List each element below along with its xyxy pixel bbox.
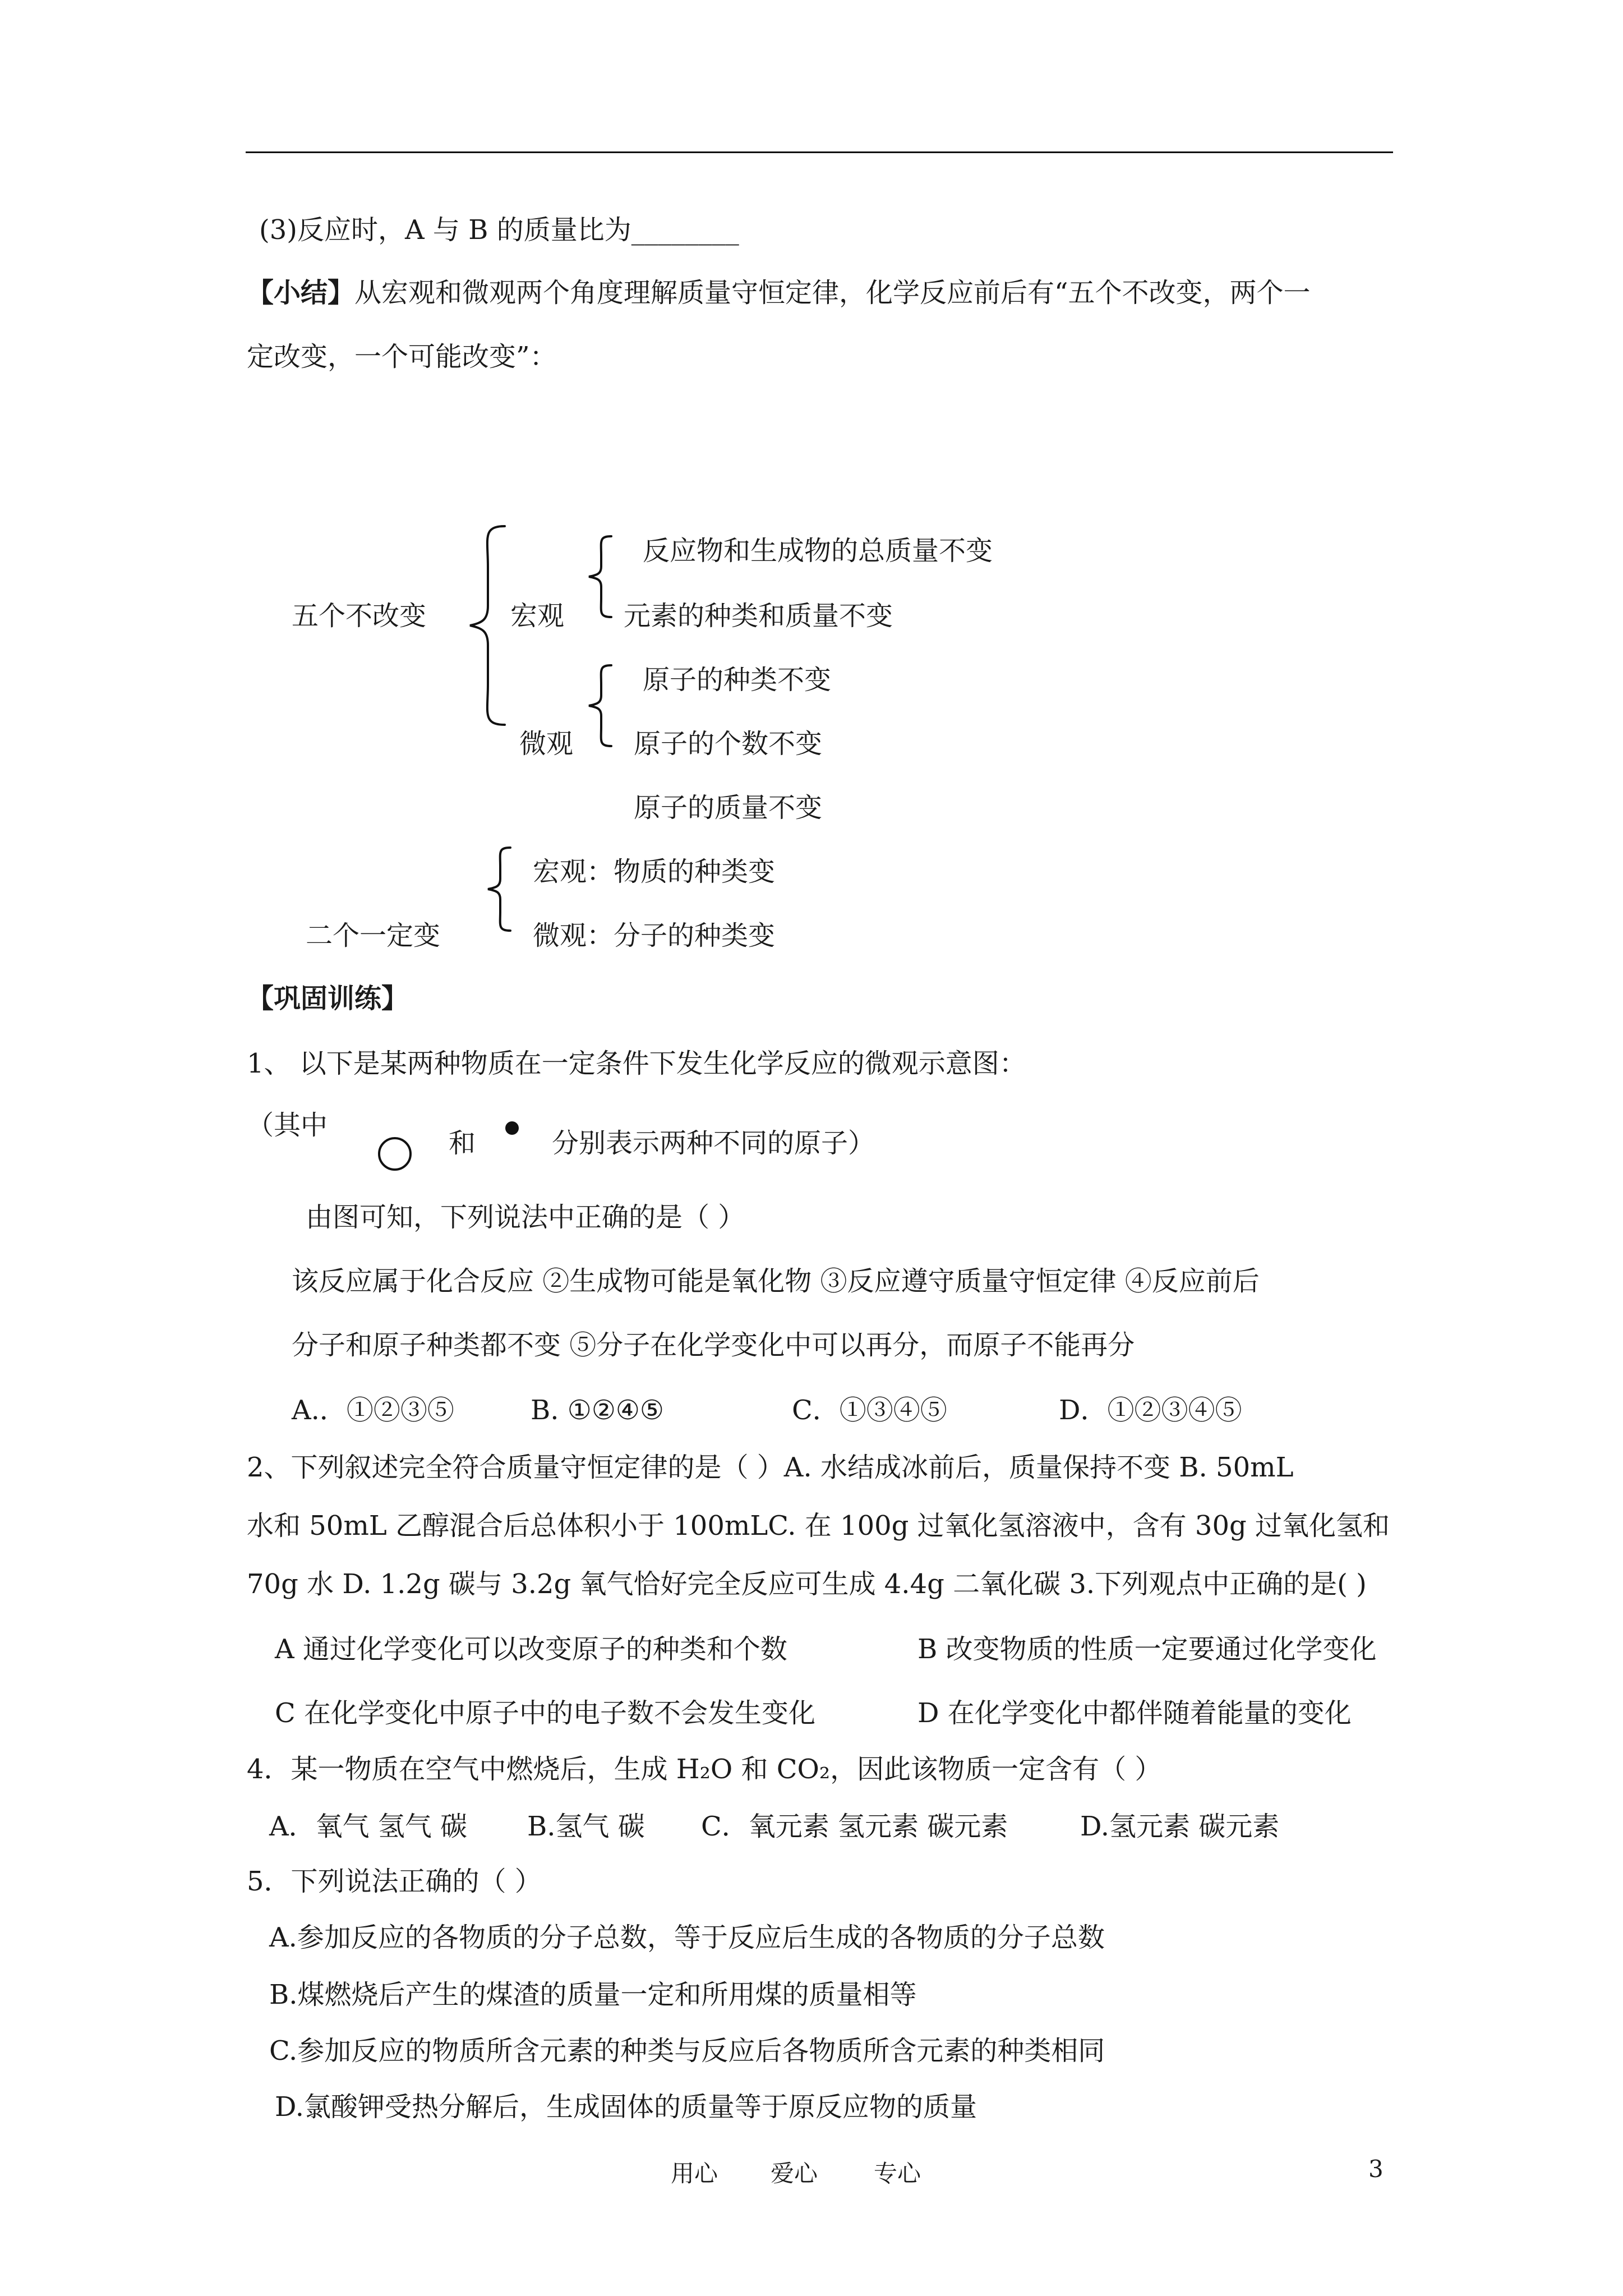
q3-option-a: A 通过化学变化可以改变原子的种类和个数 [275, 1634, 787, 1665]
footer-motto-1: 用心 [671, 2160, 718, 2187]
filled-dot-atom-icon [504, 1120, 520, 1137]
q2-line-1: 2、下列叙述完全符合质量守恒定律的是（ ）A. 水结成冰前后，质量保持不变 B. 50mL [247, 1452, 1294, 1483]
micro-item-3: 原子的质量不变 [634, 792, 823, 823]
summary-line-2: 定改变，一个可能改变”： [247, 341, 557, 372]
two-item-2: 微观：分子的种类变 [533, 920, 776, 951]
q5-stem: 5．下列说法正确的（ ） [247, 1866, 542, 1897]
summary-line-1 [247, 276, 1311, 310]
q4-option-a: A．氧气 氢气 碳 [269, 1811, 468, 1842]
summary-text-1: 从宏观和微观两个角度理解质量守恒定律，化学反应前后有“五个不改变，两个一 [354, 277, 1311, 309]
q4-option-d: D.氢元素 碳元素 [1080, 1811, 1280, 1842]
macro-brace [583, 533, 617, 620]
q5-option-d: D.氯酸钾受热分解后，生成固体的质量等于原反应物的质量 [275, 2091, 978, 2123]
micro-brace [583, 662, 617, 749]
q1-legend-and: 和 [449, 1128, 476, 1159]
q1-statements-line-1: 该反应属于化合反应 ②生成物可能是氧化物 ③反应遵守质量守恒定律 ④反应前后 [292, 1266, 1260, 1297]
hollow-circle-atom-icon [377, 1136, 413, 1172]
q1-question: 由图可知，下列说法中正确的是（ ） [306, 1202, 745, 1233]
footer-motto-2: 爱心 [771, 2160, 818, 2187]
micro-item-2: 原子的个数不变 [634, 728, 823, 760]
q1-legend-suffix: 分别表示两种不同的原子） [552, 1128, 875, 1159]
footer-motto-3: 专心 [874, 2160, 921, 2187]
q2-line-3: 70g 水 D. 1.2g 碳与 3.2g 氧气恰好完全反应可生成 4.4g 二氧化碳 3.下列观点中正确的是( ) [247, 1568, 1367, 1600]
five-unchanged-brace [465, 522, 510, 729]
q1-statements-line-2: 分子和原子种类都不变 ⑤分子在化学变化中可以再分，而原子不能再分 [292, 1329, 1135, 1361]
q2-line-2: 水和 50mL 乙醇混合后总体积小于 100mLC. 在 100g 过氧化氢溶液中，含有 30g 过氧化氢和 [247, 1510, 1390, 1542]
q4-stem: 4．某一物质在空气中燃烧后，生成 H₂O 和 CO₂，因此该物质一定含有（ ） [247, 1754, 1162, 1785]
q1-option-a: A.．①②③⑤ [292, 1395, 454, 1426]
two-changed-brace [482, 844, 516, 934]
five-unchanged-label: 五个不改变 [292, 600, 427, 632]
two-changed-label: 二个一定变 [306, 920, 441, 951]
q5-option-c: C.参加反应的物质所含元素的种类与反应后各物质所含元素的种类相同 [269, 2035, 1105, 2067]
practice-heading: 【巩固训练】 [247, 983, 409, 1014]
header-rule [246, 151, 1393, 153]
macro-item-2: 元素的种类和质量不变 [624, 600, 893, 632]
q1-option-c: C．①③④⑤ [792, 1395, 947, 1426]
macro-label: 宏观 [510, 600, 565, 632]
q3-option-c: C 在化学变化中原子中的电子数不会发生变化 [275, 1697, 815, 1729]
micro-label: 微观 [519, 728, 574, 760]
q4-option-b: B.氢气 碳 [527, 1811, 645, 1842]
micro-item-1: 原子的种类不变 [643, 664, 832, 696]
summary-tag: 【小结】 [247, 277, 355, 309]
q3-fill-in-line: (3)反应时，A 与 B 的质量比为________ [259, 214, 739, 246]
q1-stem: 1、 以下是某两种物质在一定条件下发生化学反应的微观示意图： [247, 1048, 1026, 1079]
page-number: 3 [1368, 2155, 1384, 2183]
q1-option-d: D．①②③④⑤ [1059, 1395, 1242, 1426]
q4-option-c: C．氧元素 氢元素 碳元素 [701, 1811, 1008, 1842]
q1-option-b: B. ①②④⑤ [531, 1395, 664, 1426]
q3-option-b: B 改变物质的性质一定要通过化学变化 [917, 1634, 1377, 1665]
q5-option-b: B.煤燃烧后产生的煤渣的质量一定和所用煤的质量相等 [269, 1979, 917, 2010]
two-item-1: 宏观：物质的种类变 [533, 856, 776, 887]
q5-option-a: A.参加反应的各物质的分子总数，等于反应后生成的各物质的分子总数 [269, 1922, 1105, 1953]
macro-item-1: 反应物和生成物的总质量不变 [643, 535, 993, 567]
q1-legend-prefix: （其中 [247, 1110, 328, 1141]
q3-option-d: D 在化学变化中都伴随着能量的变化 [917, 1697, 1352, 1729]
